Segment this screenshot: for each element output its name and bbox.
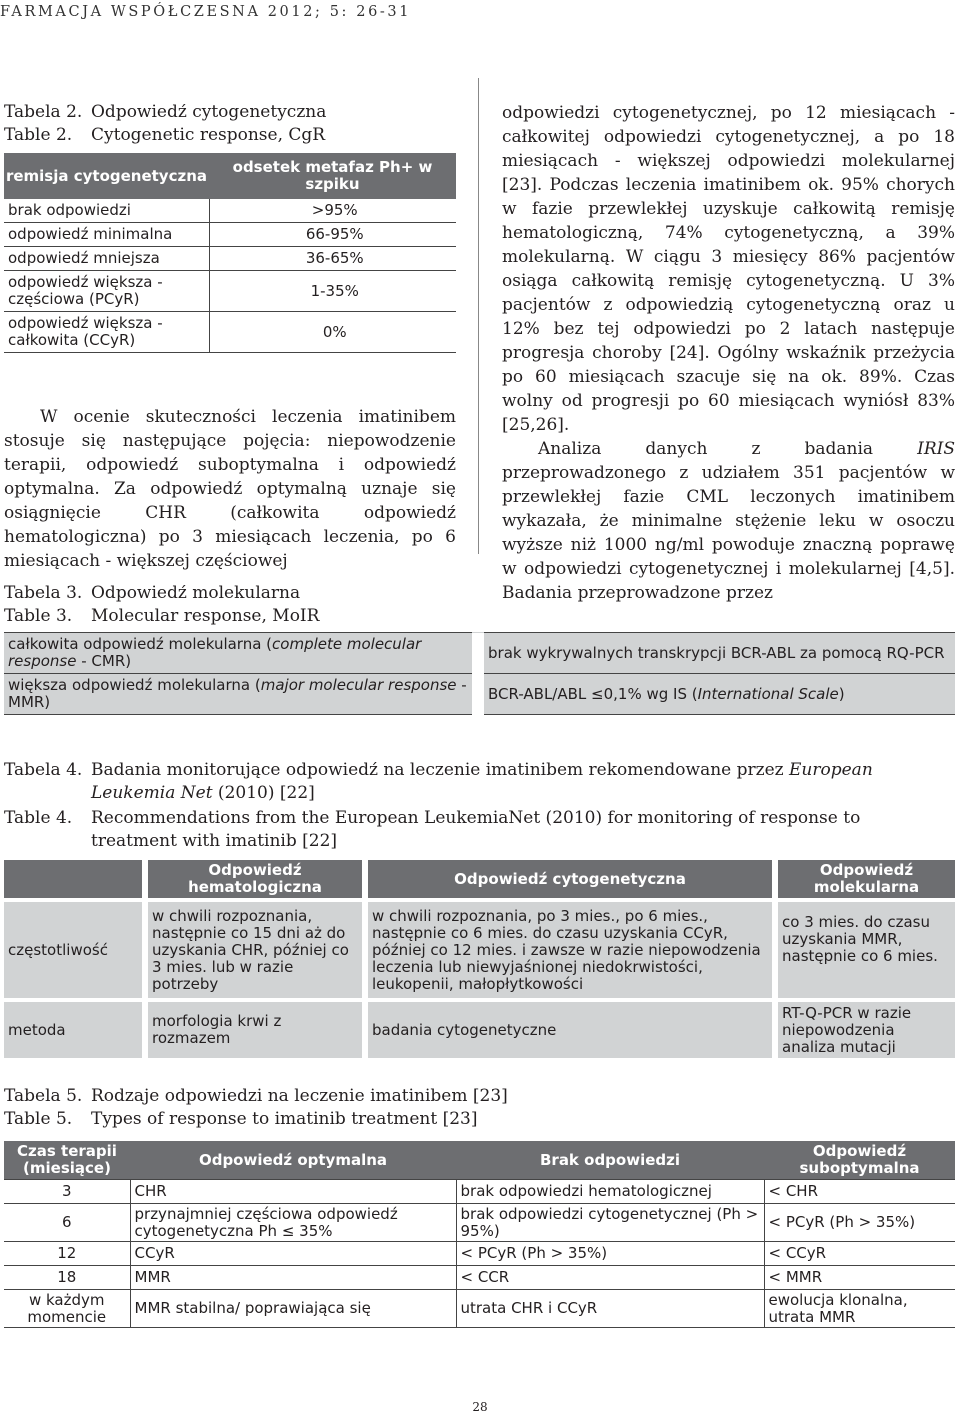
table-header-row (4, 860, 955, 898)
text-run: (2010) [22] (212, 783, 315, 803)
table2-value: 66-95% (209, 223, 456, 247)
table5-caption (4, 1085, 508, 1131)
table5-cell: MMR stabilna/ poprawiająca się (130, 1290, 456, 1328)
table-row (4, 223, 456, 247)
table3-caption-en: Molecular response, MoIR (91, 606, 320, 626)
text-run: przeprowadzonego z udziałem 351 pacjentów w przewlekłej fazie CML leczonych imatinibem wykazała, że minimalne stężenie leku w osoczu wyższe niż 1000 ng/ml powoduje znaczną poprawę w odpowiedzi cytogenetycznej i molekularnej [4,5]. Badania przeprowadzone przez (502, 463, 955, 603)
table2-caption-en: Cytogenetic response, CgR (91, 125, 326, 145)
column-divider (478, 78, 479, 554)
table5-header: Brak odpowiedzi (456, 1141, 764, 1180)
table2-value: 36-65% (209, 247, 456, 271)
text-run: Analiza danych z badania (538, 439, 918, 459)
table4-cell: w chwili rozpoznania, po 3 mies., po 6 mies., następnie co 6 mies. do czasu uzyskania CCyR, później co 12 mies. i zawsze w razie niepowodzenia leczenia lub niewyjaśnionej niedokrwistości, leukopenii, małopłytkowości (365, 902, 775, 998)
table5-header: Odpowiedź optymalna (130, 1141, 456, 1180)
table5-cell: < CHR (764, 1180, 955, 1204)
text-run: International Scale (697, 684, 839, 703)
table4-caption-en: Recommendations from the European LeukemiaNet (2010) for monitoring of response to treatment with imatinib [22] (91, 808, 861, 851)
iris-study-name: IRIS (917, 439, 955, 459)
table2-caption-pl-label: Tabela 2. (4, 102, 83, 122)
table3-caption-pl-label: Tabela 3. (4, 583, 83, 603)
table5-cell: < PCyR (Ph > 35%) (764, 1204, 955, 1242)
left-paragraph: W ocenie skuteczności leczenia imatinibem stosuje się następujące pojęcia: niepowodzenie terapii, odpowiedź suboptymalna i odpowiedź optymalna. Za odpowiedź optymalną uznaje się osiągnięcie CHR (całkowita odpowiedź hematologiczna) po 3 miesiącach leczenia, po 6 miesiącach - większej częściowej (4, 407, 456, 571)
table-row (4, 1266, 955, 1290)
table4-caption-pl (91, 759, 941, 805)
page-number: 28 (472, 1400, 488, 1414)
table5-caption-en: Types of response to imatinib treatment [23] (91, 1109, 478, 1129)
table2-value: 0% (209, 312, 456, 353)
table4-cell: RT-Q-PCR w razie niepowodzenia analiza mutacji (775, 1002, 955, 1058)
table4-corner (4, 860, 145, 898)
text-run: - CMR) (76, 652, 132, 670)
table2-label: odpowiedź większa - całkowita (CCyR) (4, 312, 209, 353)
table2-value: 1-35% (209, 271, 456, 312)
table-row (4, 247, 456, 271)
table-row (4, 902, 955, 998)
table5-cell: < CCR (456, 1266, 764, 1290)
table-row (4, 199, 456, 223)
table5-cell: CHR (130, 1180, 456, 1204)
table5-cell: 18 (4, 1266, 130, 1290)
text-run: całkowita odpowiedź molekularna ( (8, 635, 273, 653)
table2-label: odpowiedź mniejsza (4, 247, 209, 271)
table-row (4, 1204, 955, 1242)
table5-cell: w każdym momencie (4, 1290, 130, 1328)
table4-monitoring (4, 860, 955, 1058)
table2-cytogenetic-response (4, 153, 456, 353)
table5-response-types (4, 1141, 955, 1328)
table4-caption-pl-label: Tabela 4. (4, 760, 83, 780)
table5-cell: ewolucja klonalna, utrata MMR (764, 1290, 955, 1328)
table-row (4, 312, 456, 353)
text-run: complete molecular response (8, 635, 422, 670)
table2-caption-en-label: Table 2. (4, 125, 73, 145)
table4-row-label: metoda (4, 1002, 145, 1058)
table5-header: Czas terapii (miesiące) (4, 1141, 130, 1180)
table-row (4, 1290, 955, 1328)
text-run: większa odpowiedź molekularna ( (8, 676, 261, 694)
table3-caption-pl: Odpowiedź molekularna (91, 583, 301, 603)
table5-header: Odpowiedź suboptymalna (764, 1141, 955, 1180)
table2-caption (4, 101, 326, 147)
table2-label: brak odpowiedzi (4, 199, 209, 223)
table4-cell: w chwili rozpoznania, następnie co 15 dni aż do uzyskania CHR, później co 3 mies. lub w razie potrzeby (145, 902, 365, 998)
table5-cell: utrata CHR i CCyR (456, 1290, 764, 1328)
table3-mmr-label (4, 674, 472, 715)
table5-cell: 6 (4, 1204, 130, 1242)
table3-gap (472, 674, 484, 715)
table5-cell: CCyR (130, 1242, 456, 1266)
table5-cell: < CCyR (764, 1242, 955, 1266)
table2-value: >95% (209, 199, 456, 223)
table4-row-label: częstotliwość (4, 902, 145, 998)
table4-cell: morfologia krwi z rozmazem (145, 1002, 365, 1058)
table5-caption-pl: Rodzaje odpowiedzi na leczenie imatinibem [23] (91, 1086, 508, 1106)
table3-mmr-value (484, 674, 955, 715)
table4-header: Odpowiedź molekularna (775, 860, 955, 898)
table3-cmr-label (4, 633, 472, 674)
table4-caption-en-label: Table 4. (4, 808, 73, 828)
right-paragraph-1: odpowiedzi cytogenetycznej, po 12 miesiącach - całkowitej odpowiedzi cytogenetycznej, a po 18 miesiącach - większej odpowiedzi molekularnej [23]. Podczas leczenia imatinibem ok. 95% chorych w fazie przewlekłej uzyskuje całkowitą remisję hematologiczną, 74% cytogenetyczną, a 39% molekularną. W ciągu 3 miesięcy 86% pacjentów osiąga całkowitą remisję cytogenetyczną. U 3% pacjentów z odpowiedzią cytogenetyczną oraz u 12% bez tej odpowiedzi po 2 latach następuje progresja choroby [24]. Ogólny wskaźnik przeżycia po 60 miesiącach szacuje się na ok. 89%. Czas wolny od progresji po 60 miesiącach wyniósł 83% [25,26]. (502, 103, 955, 435)
table-row (4, 271, 456, 312)
text-run: Badania monitorujące odpowiedź na leczenie imatinibem rekomendowane przez (91, 760, 790, 780)
table5-cell: < MMR (764, 1266, 955, 1290)
table5-cell: 12 (4, 1242, 130, 1266)
table5-caption-en-label: Table 5. (4, 1109, 73, 1129)
text-run: ) (838, 684, 845, 703)
table-header-row (4, 1141, 955, 1180)
table3-gap (472, 633, 484, 674)
table3-caption-en-label: Table 3. (4, 606, 73, 626)
table5-cell: < PCyR (Ph > 35%) (456, 1242, 764, 1266)
table4-cell: co 3 mies. do czasu uzyskania MMR, następnie co 6 mies. (775, 902, 955, 998)
table5-cell: brak odpowiedzi hematologicznej (456, 1180, 764, 1204)
text-run: BCR-ABL/ABL ≤0,1% wg IS ( (488, 684, 698, 703)
table2-label: odpowiedź minimalna (4, 223, 209, 247)
table5-cell: brak odpowiedzi cytogenetycznej (Ph > 95%) (456, 1204, 764, 1242)
table-row (4, 674, 955, 715)
text-run: European Leukemia Net (91, 760, 873, 803)
table2-caption-pl: Odpowiedź cytogenetyczna (91, 102, 327, 122)
table-row (4, 633, 955, 674)
text-run: major molecular response (260, 676, 457, 694)
table-row (4, 1002, 955, 1058)
journal-header: FARMACJA WSPÓŁCZESNA 2012; 5: 26-31 (0, 4, 412, 20)
table5-cell: MMR (130, 1266, 456, 1290)
table-row (4, 1242, 955, 1266)
table5-cell: przynajmniej częściowa odpowiedź cytogenetyczna Ph ≤ 35% (130, 1204, 456, 1242)
left-column-text (4, 405, 456, 573)
right-paragraph-2 (502, 437, 955, 605)
table3-caption (4, 582, 319, 628)
table2-col1-header: remisja cytogenetyczna (4, 153, 209, 199)
table4-header: Odpowiedź hematologiczna (145, 860, 365, 898)
table2-label: odpowiedź większa - częściowa (PCyR) (4, 271, 209, 312)
table2-col2-header: odsetek metafaz Ph+ w szpiku (209, 153, 456, 199)
table5-caption-pl-label: Tabela 5. (4, 1086, 83, 1106)
table4-header: Odpowiedź cytogenetyczna (365, 860, 775, 898)
table3-molecular-response (4, 632, 955, 715)
table4-caption (4, 759, 955, 853)
right-column-text (502, 101, 955, 605)
table5-cell: 3 (4, 1180, 130, 1204)
table3-cmr-value: brak wykrywalnych transkrypcji BCR-ABL za pomocą RQ-PCR (484, 633, 955, 674)
table4-cell: badania cytogenetyczne (365, 1002, 775, 1058)
table-row (4, 1180, 955, 1204)
text-run: - MMR) (8, 676, 467, 711)
